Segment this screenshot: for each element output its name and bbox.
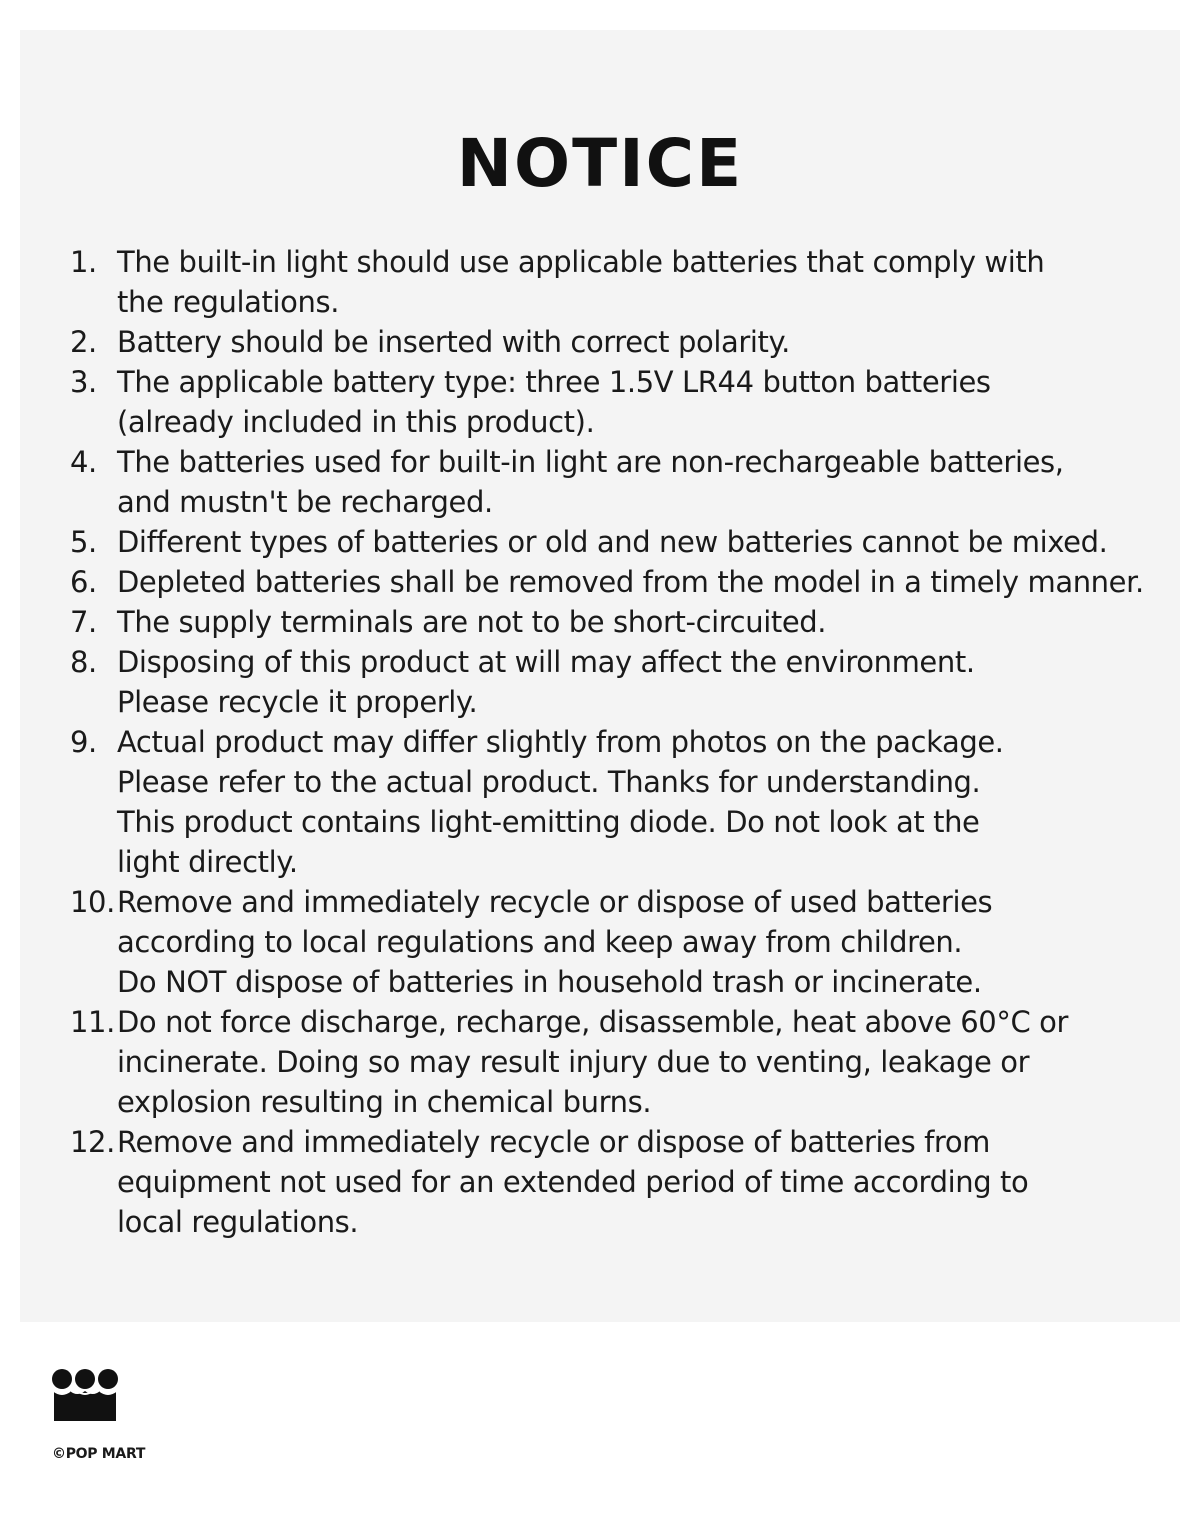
item-line: Please refer to the actual product. Thanks for understanding. bbox=[117, 765, 981, 799]
item-line: Remove and immediately recycle or dispose of used batteries bbox=[117, 885, 993, 919]
item-number: 1. bbox=[70, 245, 97, 279]
notice-item bbox=[70, 362, 1200, 442]
item-text bbox=[117, 562, 1200, 602]
copyright-text: ©POP MART bbox=[52, 1446, 146, 1462]
item-number: 8. bbox=[70, 645, 97, 679]
item-line: local regulations. bbox=[117, 1205, 359, 1239]
item-text bbox=[117, 242, 1200, 322]
item-line: (already included in this product). bbox=[117, 405, 595, 439]
notice-list bbox=[70, 242, 1200, 1242]
item-line: and mustn't be recharged. bbox=[117, 485, 493, 519]
item-line: The batteries used for built-in light are non-rechargeable batteries, bbox=[117, 445, 1064, 479]
item-number: 11. bbox=[70, 1005, 115, 1039]
notice-item bbox=[70, 1122, 1200, 1242]
item-line: according to local regulations and keep away from children. bbox=[117, 925, 963, 959]
item-line: incinerate. Doing so may result injury due to venting, leakage or bbox=[117, 1045, 1030, 1079]
item-number: 6. bbox=[70, 565, 97, 599]
item-line: the regulations. bbox=[117, 285, 340, 319]
notice-item bbox=[70, 722, 1200, 882]
notice-item bbox=[70, 1002, 1200, 1122]
notice-item bbox=[70, 322, 1200, 362]
item-line: Do NOT dispose of batteries in household trash or incinerate. bbox=[117, 965, 982, 999]
item-text bbox=[117, 722, 1200, 882]
item-number: 12. bbox=[70, 1125, 115, 1159]
item-number: 5. bbox=[70, 525, 97, 559]
item-line: explosion resulting in chemical burns. bbox=[117, 1085, 652, 1119]
notice-item bbox=[70, 562, 1200, 602]
notice-title: NOTICE bbox=[456, 125, 744, 202]
item-line: This product contains light-emitting diode. Do not look at the bbox=[117, 805, 980, 839]
notice-item bbox=[70, 522, 1200, 562]
notice-item bbox=[70, 242, 1200, 322]
pop-mart-logo-icon bbox=[50, 1369, 120, 1421]
item-text bbox=[117, 602, 1200, 642]
item-line: equipment not used for an extended period of time according to bbox=[117, 1165, 1029, 1199]
item-line: Remove and immediately recycle or dispose of batteries from bbox=[117, 1125, 991, 1159]
item-line: Do not force discharge, recharge, disassemble, heat above 60°C or bbox=[117, 1005, 1068, 1039]
item-text bbox=[117, 1002, 1200, 1122]
item-line: Please recycle it properly. bbox=[117, 685, 478, 719]
item-line: Disposing of this product at will may affect the environment. bbox=[117, 645, 975, 679]
item-text bbox=[117, 362, 1200, 442]
notice-item bbox=[70, 442, 1200, 522]
item-line: The built-in light should use applicable batteries that comply with bbox=[117, 245, 1045, 279]
item-text bbox=[117, 442, 1200, 522]
item-number: 7. bbox=[70, 605, 97, 639]
item-text bbox=[117, 322, 1200, 362]
item-line: The applicable battery type: three 1.5V LR44 button batteries bbox=[117, 365, 991, 399]
notice-item bbox=[70, 642, 1200, 722]
item-number: 3. bbox=[70, 365, 97, 399]
item-line: Different types of batteries or old and new batteries cannot be mixed. bbox=[117, 525, 1108, 559]
item-line: Depleted batteries shall be removed from the model in a timely manner. bbox=[117, 565, 1144, 599]
item-text bbox=[117, 882, 1200, 1002]
item-text bbox=[117, 1122, 1200, 1242]
item-text bbox=[117, 522, 1200, 562]
item-number: 10. bbox=[70, 885, 115, 919]
item-line: Battery should be inserted with correct polarity. bbox=[117, 325, 790, 359]
notice-item bbox=[70, 882, 1200, 1002]
notice-panel bbox=[20, 30, 1180, 1322]
item-number: 4. bbox=[70, 445, 97, 479]
item-number: 9. bbox=[70, 725, 97, 759]
item-text bbox=[117, 642, 1200, 722]
item-line: The supply terminals are not to be short-circuited. bbox=[117, 605, 827, 639]
notice-item bbox=[70, 602, 1200, 642]
item-line: light directly. bbox=[117, 845, 298, 879]
item-line: Actual product may differ slightly from photos on the package. bbox=[117, 725, 1004, 759]
item-number: 2. bbox=[70, 325, 97, 359]
